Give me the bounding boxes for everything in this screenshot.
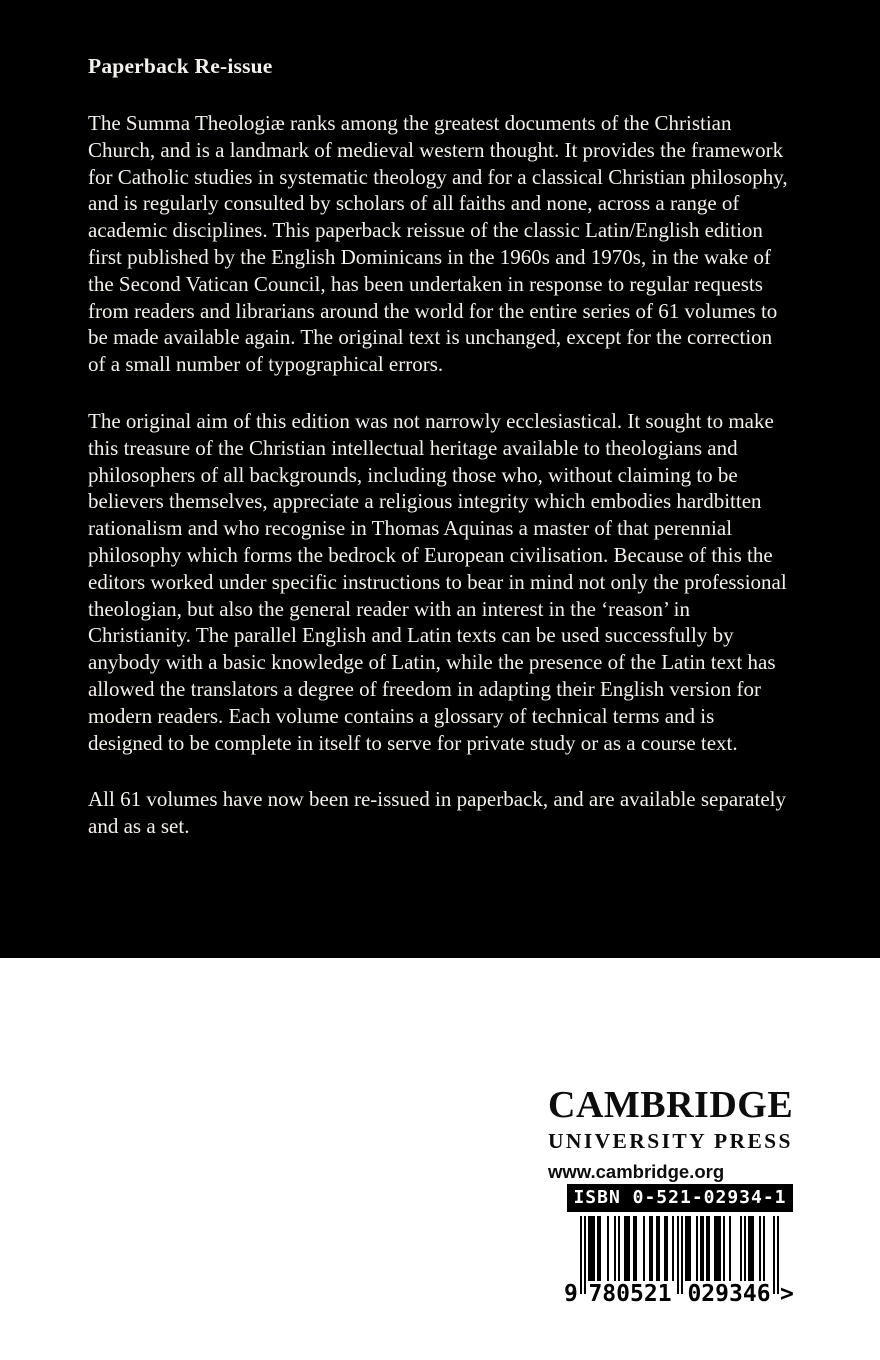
publisher-name: CAMBRIDGE [548,1084,794,1126]
ean-bar [729,1216,731,1281]
ean-bar [614,1216,616,1281]
publisher-website: www.cambridge.org [548,1160,725,1182]
ean-bar [672,1216,674,1281]
isbn-block [564,1184,794,1311]
ean-bar [588,1216,594,1281]
ean-bar [685,1216,691,1281]
ean-bar [744,1216,746,1281]
publisher-name-line2: UNIVERSITY PRESS [548,1129,793,1153]
ean-bar [580,1216,582,1294]
ean-bar [664,1216,668,1281]
ean-digit-leading: 9 [564,1281,578,1307]
ean-bar [597,1216,601,1281]
ean-bar [624,1216,630,1281]
blurb-heading: Paperback Re-issue [88,54,273,78]
ean-bar [633,1216,637,1281]
ean-bar [714,1216,720,1281]
ean-bar [656,1216,660,1281]
ean-bar [773,1216,775,1294]
ean-bar [649,1216,653,1281]
ean-bar [748,1216,754,1281]
ean-bar [759,1216,761,1281]
ean-bar [618,1216,620,1281]
ean-quiet-zone-mark: > [780,1281,794,1307]
blurb-paragraph-1: The Summa Theologiæ ranks among the greatest documents of the Christian Church, and is a landmark of medieval western thought. It provides the framework for Catholic studies in systematic theology and for a classical Christian philosophy, and is regularly consulted by scholars of all faiths and none, across a range of academic disciplines. This paperback reissue of the classic Latin/English edition first published by the English Dominicans in the 1960s and 1970s, in the wake of the Second Vatican Council, has been undertaken in response to regular requests from readers and librarians around the world for the entire series of 61 volumes to be made available again. The original text is unchanged, except for the correction of a small number of typographical errors. [88,111,788,377]
ean-bar [740,1216,742,1281]
ean-bar [706,1216,710,1281]
ean-bar [677,1216,679,1294]
ean-bar [584,1216,586,1294]
publisher-logo [548,1086,793,1181]
ean-bar [681,1216,683,1294]
blurb-paragraph-2: The original aim of this edition was not narrowly ecclesiastical. It sought to make this treasure of the Christian intellectual heritage available to theologians and philosophers of all backgrounds, including those who, without claiming to be believers themselves, appreciate a religious integrity which embodies hardbitten rationalism and who recognise in Thomas Aquinas a master of that perennial philosophy which forms the bedrock of European civilisation. Because of this the editors worked under specific instructions to bear in mind not only the professional theologian, but also the general reader with an interest in the ‘reason’ in Christianity. The parallel English and Latin texts can be used successfully by anybody with a basic knowledge of Latin, while the presence of the Latin text has allowed the translators a degree of freedom in adapting their English version for modern readers. Each volume contains a glossary of technical terms and is designed to be complete in itself to serve for private study or as a course text. [88,408,787,755]
ean-bar [607,1216,609,1281]
ean-bar [696,1216,698,1281]
blurb-paragraph-3: All 61 volumes have now been re-issued in paperback, and are available separately and as a set. [88,787,786,839]
ean-barcode [564,1216,794,1311]
isbn-label: ISBN 0-521-02934-1 [567,1184,793,1212]
ean-bar [700,1216,704,1281]
ean-bar [763,1216,765,1281]
ean-digits-group2: 029346 [687,1281,771,1307]
ean-digits-group1: 780521 [588,1281,672,1307]
ean-bar [643,1216,645,1281]
ean-bar [723,1216,725,1281]
